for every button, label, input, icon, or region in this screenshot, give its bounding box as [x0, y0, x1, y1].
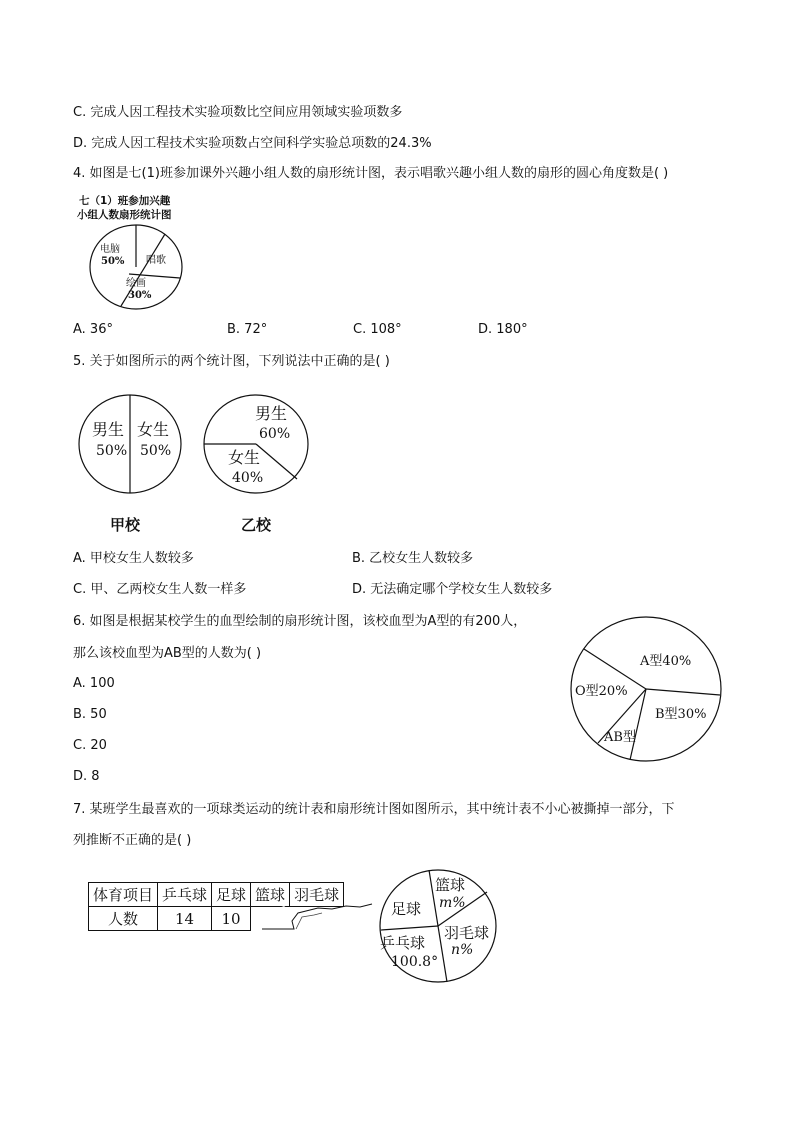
q4-chart-title-1: 七（1）班参加兴趣 — [79, 195, 171, 207]
yi-value-boys: 60% — [259, 426, 291, 442]
q5-option-d[interactable]: D. 无法确定哪个学校女生人数较多 — [352, 582, 553, 597]
jia-value-boys: 50% — [96, 443, 128, 459]
q6-divider-b-ab — [630, 689, 646, 760]
q6-question-line1: 6. 如图是根据某校学生的血型绘制的扇形统计图，该校血型为A型的有200人， — [73, 614, 527, 629]
table-header-football: 足球 — [212, 883, 251, 907]
q6-divider-a-o — [584, 649, 646, 689]
q4-question: 4. 如图是七(1)班参加课外兴趣小组人数的扇形统计图，表示唱歌兴趣小组人数的扇形的圆心角度数是( ) — [73, 166, 669, 181]
q4-label-computer: 电脑 — [100, 244, 120, 255]
q4-option-b[interactable]: B. 72° — [227, 322, 268, 337]
q7-label-basketball: 篮球 — [435, 876, 466, 894]
q6-option-b[interactable]: B. 50 — [73, 707, 107, 722]
jia-label-girls: 女生 — [137, 420, 170, 439]
q4-pie-chart — [86, 222, 186, 312]
q5-option-c[interactable]: C. 甲、乙两校女生人数一样多 — [73, 582, 247, 597]
q5-option-b[interactable]: B. 乙校女生人数较多 — [352, 551, 474, 566]
table-cell-football: 10 — [212, 907, 251, 931]
table-header-basketball: 篮球 — [251, 883, 290, 907]
q6-label-b: B型30% — [655, 707, 707, 722]
q7-value-pingpong: 100.8° — [391, 954, 439, 970]
table-header-item: 体育项目 — [89, 883, 158, 907]
q6-label-o: O型20% — [575, 684, 628, 699]
q4-option-d[interactable]: D. 180° — [478, 322, 528, 337]
jia-school-label: 甲校 — [110, 516, 141, 534]
table-cell-pingpong: 14 — [158, 907, 212, 931]
q4-value-draw: 30% — [128, 290, 152, 301]
yi-school-label: 乙校 — [241, 516, 272, 534]
q6-label-ab: AB型 — [604, 730, 636, 745]
q7-value-badminton: n% — [451, 942, 474, 958]
q6-blood-type-pie — [566, 613, 724, 763]
table-header-badminton: 羽毛球 — [290, 883, 344, 907]
table-row-label: 人数 — [89, 907, 158, 931]
table-header-pingpong: 乒乓球 — [158, 883, 212, 907]
q4-value-computer: 50% — [101, 256, 125, 267]
jia-label-boys: 男生 — [92, 420, 125, 439]
q7-label-pingpong: 乒乓球 — [380, 934, 426, 952]
q4-option-a[interactable]: A. 36° — [73, 322, 113, 337]
q3-option-c: C. 完成人因工程技术实验项数比空间应用领域实验项数多 — [73, 105, 403, 120]
q7-label-football: 足球 — [391, 900, 422, 918]
q7-question-line2: 列推断不正确的是( ) — [73, 833, 192, 848]
jia-value-girls: 50% — [140, 443, 172, 459]
q4-label-sing: 唱歌 — [146, 255, 166, 266]
q4-label-draw: 绘画 — [126, 278, 146, 289]
q7-label-badminton: 羽毛球 — [444, 924, 490, 942]
q4-option-c[interactable]: C. 108° — [353, 322, 402, 337]
yi-label-girls: 女生 — [228, 448, 261, 467]
q4-chart-title-2: 小组人数扇形统计图 — [77, 209, 172, 221]
q6-question-line2: 那么该校血型为AB型的人数为( ) — [73, 646, 262, 661]
q6-option-d[interactable]: D. 8 — [73, 769, 100, 784]
q6-divider-a-b — [646, 689, 720, 695]
q7-question-line1: 7. 某班学生最喜欢的一项球类运动的统计表和扇形统计图如图所示，其中统计表不小心被撕掉一部分，下 — [73, 802, 675, 817]
q6-option-a[interactable]: A. 100 — [73, 676, 115, 691]
yi-label-boys: 男生 — [255, 404, 288, 423]
q5-question: 5. 关于如图所示的两个统计图，下列说法中正确的是( ) — [73, 354, 390, 369]
yi-value-girls: 40% — [232, 470, 264, 486]
q5-school-jia-pie — [76, 392, 186, 496]
q6-option-c[interactable]: C. 20 — [73, 738, 107, 753]
q7-divider-pingpong-football — [381, 926, 438, 930]
q7-value-basketball: m% — [439, 895, 466, 911]
q5-option-a[interactable]: A. 甲校女生人数较多 — [73, 551, 194, 566]
q6-label-a: A型40% — [640, 654, 692, 669]
q7-sport-pie — [377, 866, 501, 986]
torn-edge — [262, 903, 374, 933]
q3-option-d: D. 完成人因工程技术实验项数占空间科学实验总项数的24.3% — [73, 136, 432, 151]
q5-school-yi-pie — [201, 392, 313, 496]
